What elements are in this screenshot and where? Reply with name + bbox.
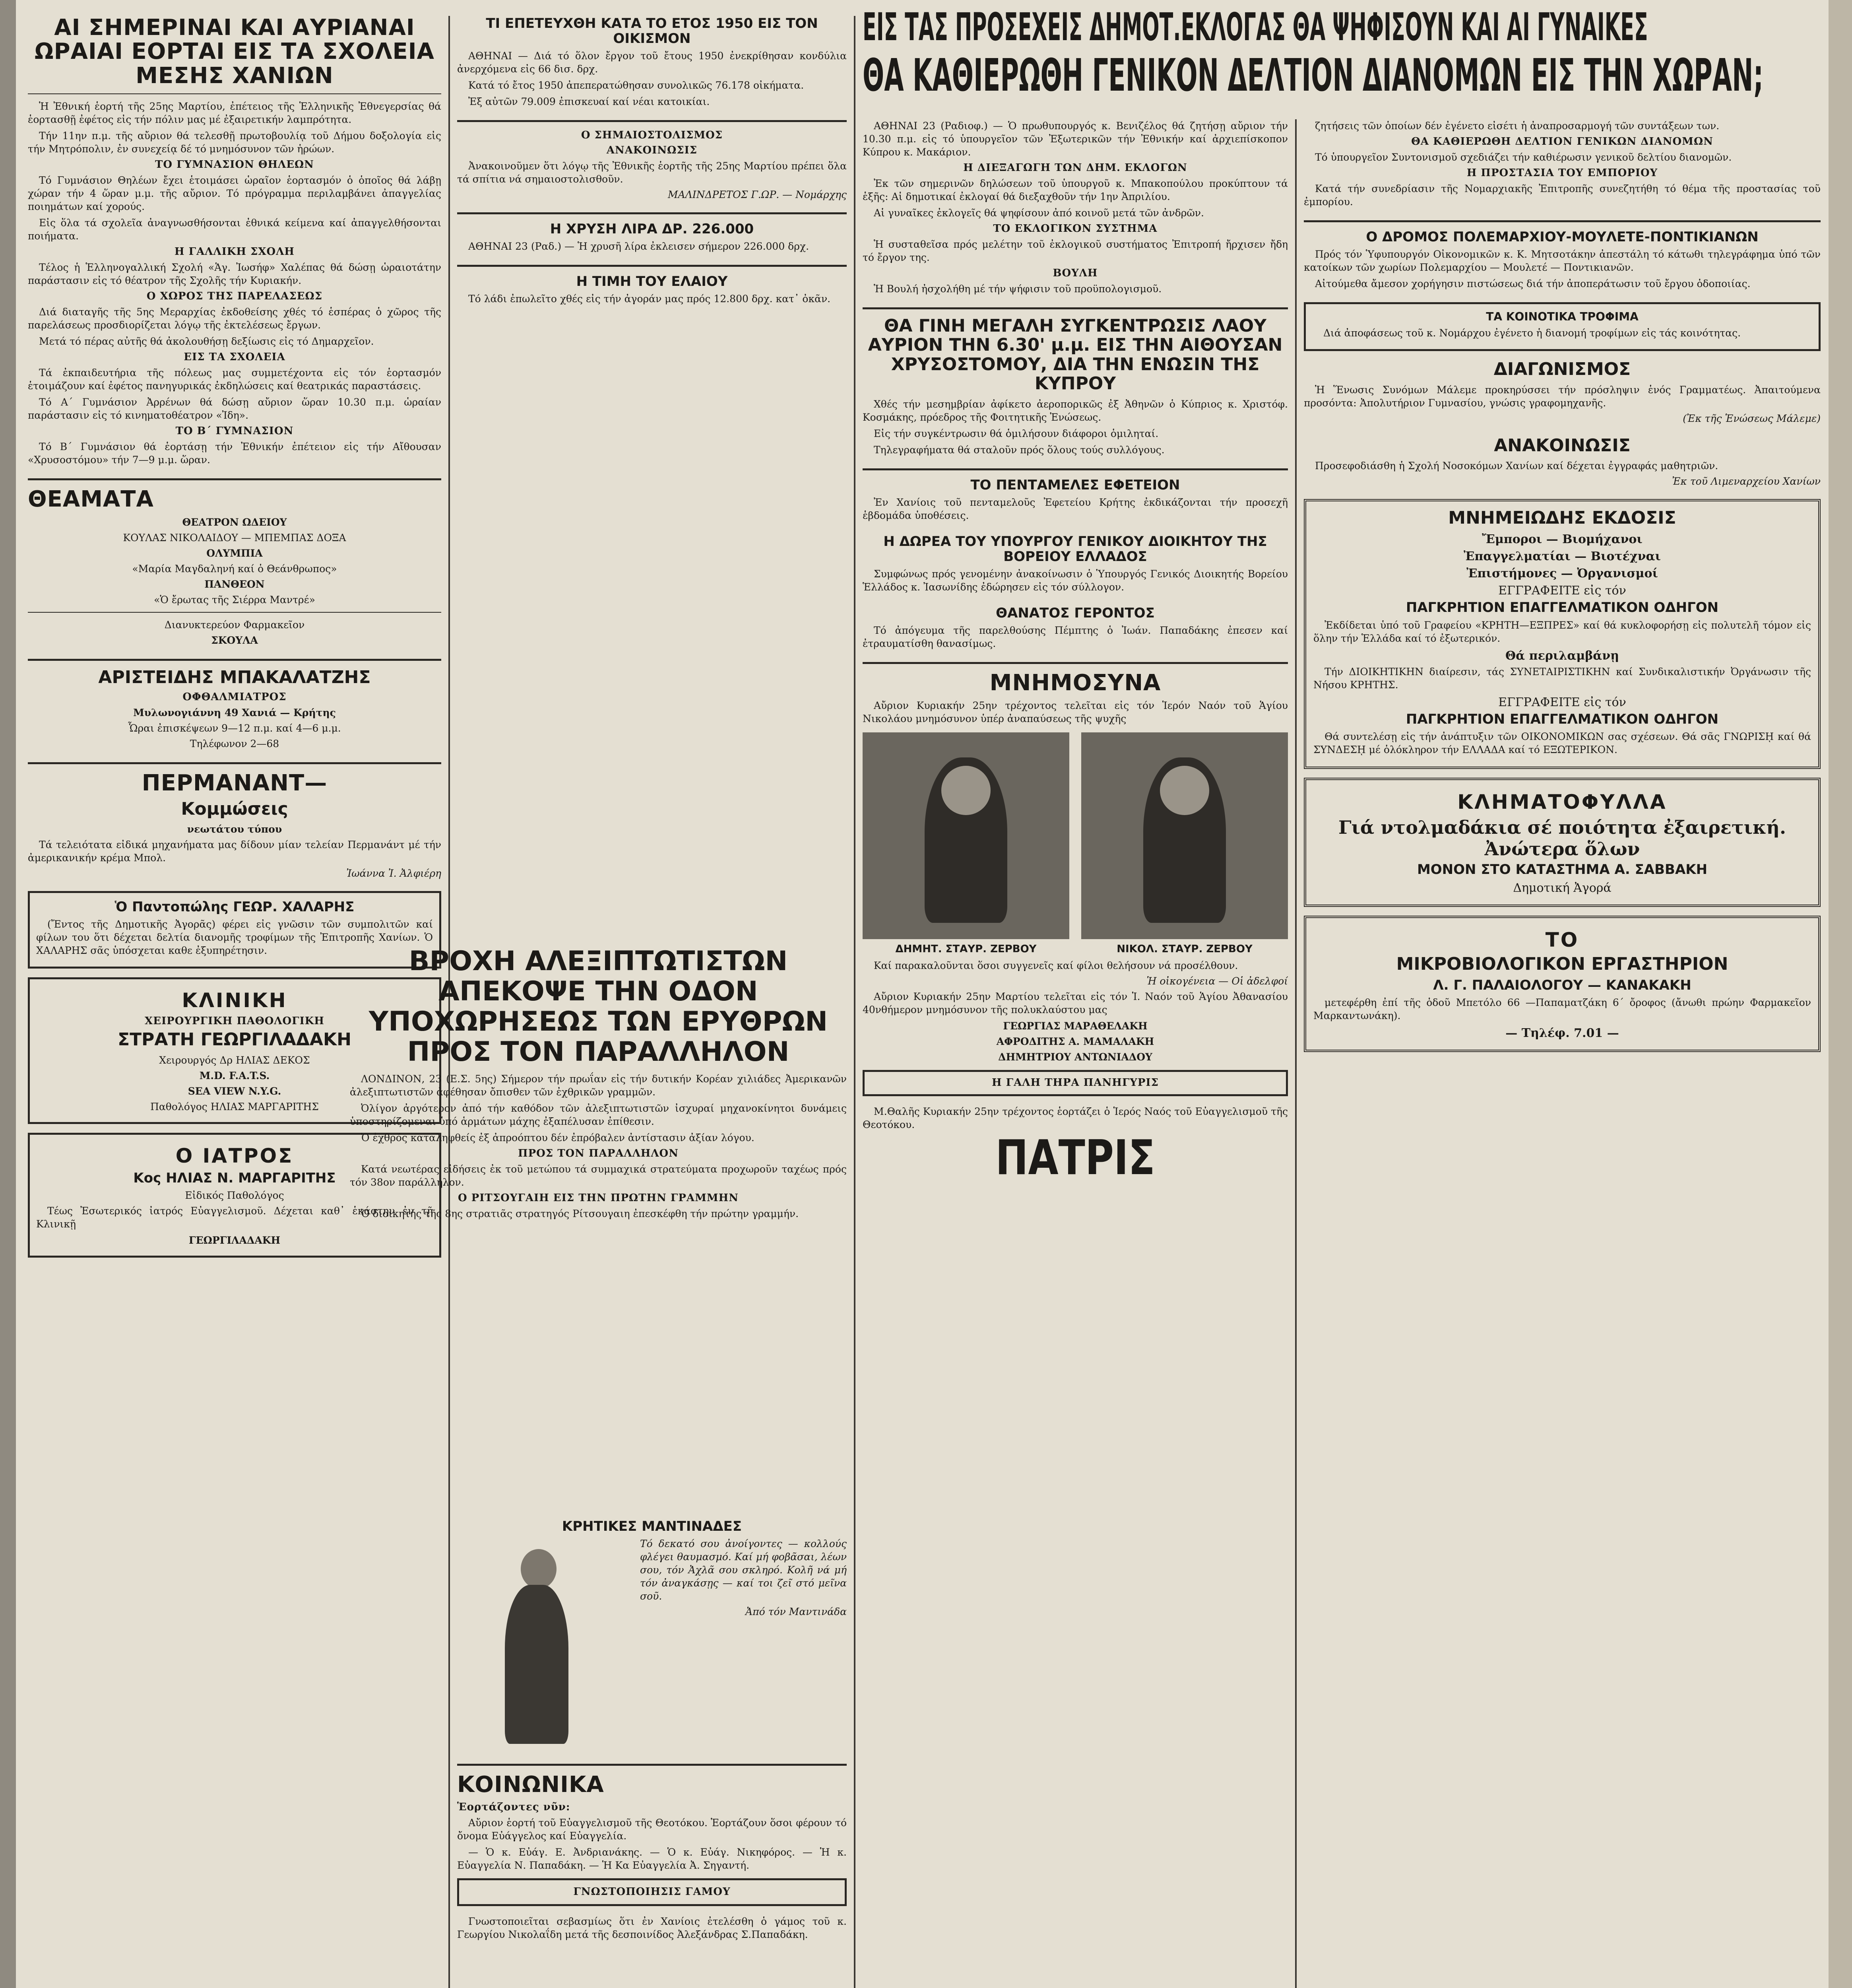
- paragraph: Τά ἐκπαιδευτήρια τῆς πόλεως μας συμμετέχοντα εἰς τόν ἑορτασμόν ἑτοιμάζουν καί ἐφέτος πανηγυρικάς ἐκδηλώσεις καί θεατρικάς παραστάσεις.: [28, 367, 441, 392]
- column-4: [1304, 119, 1821, 1988]
- paragraph: Πρός τόν Ὑφυπουργόν Οἰκονομικῶν κ. Κ. Μητσοτάκην ἀπεστάλη τό κάτωθι τηλεγράφημα ὑπό τῶν κατοίκων τῶν χωρίων Πολεμαρχίου — Μουλετέ — Ποντικιανῶν.: [1304, 248, 1821, 274]
- donation-article: [863, 534, 1288, 594]
- signature: Ἐκ τοῦ Λιμεναρχείου Χανίων: [1672, 476, 1821, 487]
- paragraph: ΑΘΗΝΑΙ 23 (Ραδιοφ.) — Ὁ πρωθυπουργός κ. Βενιζέλος θά ζητήσῃ αὔριον τήν 10.30 π.μ. εἰς τό ὑπουργεῖον τῶν Ἐξωτερικῶν τήν Ἐθνικήν καί ἀρχιεπίσκοπον Κύπρου κ. Μακάριον.: [863, 120, 1288, 158]
- article-headline: Η ΤΙΜΗ ΤΟΥ ΕΛΑΙΟΥ: [576, 274, 728, 290]
- listing: ΚΟΥΛΑΣ ΝΙΚΟΛΑΙΔΟΥ — ΜΠΕΜΠΑΣ ΔΟΞΑ: [123, 532, 346, 544]
- paragraph: Τηλεγραφήματα θά σταλοῦν πρός ὅλους τούς συλλόγους.: [874, 444, 1165, 456]
- article-headline: Ο ΔΡΟΜΟΣ ΠΟΛΕΜΑΡΧΙΟΥ-ΜΟΥΛΕΤΕ-ΠΟΝΤΙΚΙΑΝΩΝ: [1366, 229, 1759, 245]
- ad-line: ΟΦΘΑΛΜΙΑΤΡΟΣ: [182, 691, 287, 703]
- paragraph: Ἡ Βουλή ἠσχολήθη μέ τήν ψήφισιν τοῦ προϋπολογισμοῦ.: [874, 283, 1162, 295]
- contest-notice: [1304, 360, 1821, 424]
- listing: ΘΕΑΤΡΟΝ ΩΔΕΙΟΥ: [182, 516, 287, 528]
- ad-line: ΕΓΓΡΑΦΕΙΤΕ εἰς τόν: [1498, 695, 1626, 709]
- paragraph: Διά ἀποφάσεως τοῦ κ. Νομάρχου ἐγένετο ἡ διανομή τροφίμων εἰς τάς κοινότητας.: [1323, 327, 1741, 339]
- paragraph: Αὔριον Κυριακήν 25ην τρέχοντος τελεῖται εἰς τόν Ἱερόν Ναόν τοῦ Ἁγίου Νικολάου μνημόσυνον ὑπέρ ἀναπαύσεως τῆς ψυχῆς: [863, 700, 1288, 725]
- ad-line: Ἐπιστήμονες — Ὀργανισμοί: [1466, 567, 1658, 581]
- paragraph: ΛΟΝΔΙΝΟΝ, 23 (Ε.Σ. 5ης) Σήμερον τήν πρωΐαν εἰς τήν δυτικήν Κορέαν χιλιάδες Ἀμερικανῶν ἀλεξιπτωτιστῶν ἀφέθησαν ὄπισθεν τῶν ἐχθρικῶν γραμμῶν.: [350, 1073, 847, 1098]
- section-title: ΘΕΑΜΑΤΑ: [28, 486, 154, 513]
- paragraph: Κατά νεωτέρας εἰδήσεις ἐκ τοῦ μετώπου τά συμμαχικά στρατεύματα προχωροῦν ταχέως πρός τόν 38ον παράλληλον.: [350, 1163, 847, 1188]
- ad-signature: Ἰωάννα Ἰ. Ἀλφιέρη: [346, 868, 441, 879]
- article-headline: Η ΧΡΥΣΗ ΛΙΡΑ ΔΡ. 226.000: [550, 221, 754, 237]
- cretan-man-drawing: [457, 1537, 632, 1752]
- paragraph: Προσεφοδιάσθη ἡ Σχολή Νοσοκόμων Χανίων καί δέχεται ἐγγραφάς μαθητριῶν.: [1315, 460, 1718, 472]
- paragraph: Ὁ διοικητής τῆς 8ης στρατιᾶς στρατηγός Ρίτσουγαιη ἐπεσκέφθη τήν πρώτην γραμμήν.: [361, 1208, 799, 1219]
- paragraph: ΑΘΗΝΑΙ 23 (Ραδ.) — Ἡ χρυσῆ λίρα ἐκλεισεν σήμερον 226.000 δρχ.: [468, 241, 809, 252]
- subheading: ΕΙΣ ΤΑ ΣΧΟΛΕΙΑ: [184, 351, 285, 363]
- ad-title: ΚΛΗΜΑΤΟΦΥΛΛΑ: [1457, 790, 1667, 813]
- school-celebrations-article: [28, 16, 441, 466]
- subheading: ΑΝΑΚΟΙΝΩΣΙΣ: [606, 144, 698, 157]
- column-rule: [1295, 119, 1297, 1988]
- paragraph: Τό ἀπόγευμα τῆς παρελθούσης Πέμπτης ὁ Ἰωάν. Παπαδάκης ἐπεσεν καί ἐτραυματίσθη θανασίμως.: [863, 624, 1288, 649]
- ad-title: ΠΕΡΜΑΝΑΝΤ—: [142, 770, 328, 796]
- paragraph: Τό Α΄ Γυμνάσιον Ἀρρένων θά δώσῃ αὔριον ὥραν 10.30 π.μ. ὡραίαν παράστασιν εἰς τό κινηματοθέατρον «Ἰδη».: [28, 396, 441, 421]
- ad-line: ΓΕΩΡΓΙΛΑΔΑΚΗ: [188, 1234, 281, 1246]
- subheading: Ο ΣΗΜΑΙΟΣΤΟΛΙΣΜΟΣ: [581, 129, 723, 142]
- subheading: ΘΑ ΚΑΘΙΕΡΩΘΗ ΔΕΛΤΙΟΝ ΓΕΝΙΚΩΝ ΔΙΑΝΟΜΩΝ: [1411, 136, 1713, 148]
- ad-line: Μυλωνογιάννη 49 Χανιά — Κρήτης: [133, 707, 336, 719]
- ad-title: ΤΟ: [1545, 928, 1579, 951]
- mantinades: [457, 1519, 847, 1752]
- guide-name: ΠΑΓΚΡΗΤΙΟΝ ΕΠΑΓΓΕΛΜΑΤΙΚΟΝ ΟΔΗΓΟΝ: [1406, 711, 1719, 727]
- ad-line: νεωτάτου τύπου: [187, 823, 282, 835]
- paragraph: Ἐξ αὐτῶν 79.009 ἐπισκευαί καί νέαι κατοικίαι.: [468, 96, 710, 108]
- social-news: [457, 1773, 847, 1941]
- paragraph: Τό λάδι ἐπωλεῖτο χθές εἰς τήν ἀγοράν μας πρός 12.800 δρχ. κατ᾽ ὀκᾶν.: [468, 293, 831, 305]
- paragraph: Εἰς τήν συγκέντρωσιν θά ὁμιλήσουν διάφοροι ὁμιληταί.: [874, 427, 1159, 439]
- ad-line: ΜΙΚΡΟΒΙΟΛΟΓΙΚΟΝ ΕΡΓΑΣΤΗΡΙΟΝ: [1396, 953, 1728, 974]
- ad-line: Χειρουργός Δρ ΗΛΙΑΣ ΔΕΚΟΣ: [159, 1054, 310, 1066]
- verse: Τό δεκατό σου ἀνοίγοντες — κολλούς φλέγει θαυμασμό. Καί μή φοβᾶσαι, λέων σου, τόν Ἀχλᾶ σου σκληρό. Κολῆ νά μή τόν ἀναγκάσῃς — καί τοι ζεῖ στό μεῖνα σοῦ.: [640, 1538, 847, 1602]
- doctor-ad: [28, 668, 441, 750]
- listing: «Μαρία Μαγδαληνή καί ὁ Θεάνθρωπος»: [132, 563, 337, 575]
- patris-logo: ΠΑΤΡΙΣ: [995, 1130, 1155, 1186]
- women-vote-article: [863, 119, 1288, 295]
- paragraph: Ἐν Χανίοις τοῦ πενταμελοῦς Ἐφετείου Κρήτης ἐκδικάζονται τήν προσεχῆ ἑβδομάδα ὑποθέσεις.: [863, 496, 1288, 521]
- flags-notice: [457, 129, 847, 200]
- ad-line: ΕΓΓΡΑΦΕΙΤΕ εἰς τόν: [1498, 584, 1626, 598]
- ad-line: Εἰδικός Παθολόγος: [185, 1189, 284, 1201]
- ad-line: ΣΤΡΑΤΗ ΓΕΩΡΓΙΛΑΔΑΚΗ: [118, 1029, 351, 1050]
- article-headline: Η ΔΩΡΕΑ ΤΟΥ ΥΠΟΥΡΓΟΥ ΓΕΝΙΚΟΥ ΔΙΟΙΚΗΤΟΥ ΤΗΣ ΒΟΡΕΙΟΥ ΕΛΛΑΔΟΣ: [883, 533, 1267, 565]
- article-headline: ΔΙΑΓΩΝΙΣΜΟΣ: [1493, 359, 1631, 380]
- subheading: ΒΟΥΛΗ: [1053, 267, 1098, 279]
- article-headline: ΘΑΝΑΤΟΣ ΓΕΡΟΝΤΟΣ: [996, 605, 1155, 621]
- paragraph: Τό Β΄ Γυμνάσιον θά ἑορτάσῃ τήν Ἐθνικήν ἐπέτειον εἰς τήν Αἴθουσαν «Χρυσοστόμου» τήν 7—9 μ.μ. ὥραν.: [28, 441, 441, 466]
- lab-ad: [1304, 916, 1821, 1052]
- newspaper-page: [16, 0, 1829, 1988]
- column-rule: [854, 16, 855, 1988]
- listing: ΠΑΝΘΕΟΝ: [204, 578, 265, 590]
- oil-price: [457, 274, 847, 305]
- subheading: ΓΝΩΣΤΟΠΟΙΗΣΙΣ ΓΑΜΟΥ: [573, 1885, 731, 1898]
- paragraph: Αὔριον ἑορτή τοῦ Εὐαγγελισμοῦ τῆς Θεοτόκου. Ἑορτάζουν ὅσοι φέρουν τό ὄνομα Εὐάγγελος καί Εὐαγγελία.: [457, 1817, 847, 1842]
- signature: Ἀπό τόν Μαντινάδα: [745, 1606, 847, 1618]
- ad-line: — Τηλέφ. 7.01 —: [1505, 1026, 1619, 1041]
- ad-text: Ἐκδίδεται ὑπό τοῦ Γραφείου «ΚΡΗΤΗ—ΕΞΠΡΕΣ» καί θά κυκλοφορήσῃ εἰς πολυτελῆ τόμον εἰς ὅλην τήν Ἑλλάδα καί τό ἐξωτερικόν.: [1313, 619, 1811, 644]
- subheading: ΠΡΟΣ ΤΟΝ ΠΑΡΑΛΛΗΛΟΝ: [518, 1147, 679, 1159]
- ad-line: Ὧραι ἐπισκέψεων 9—12 π.μ. καί 4—6 μ.μ.: [128, 722, 341, 734]
- paragraph: Γνωστοποιεῖται σεβασμίως ὅτι ἐν Χανίοις ἐτελέσθη ὁ γάμος τοῦ κ. Γεωργίου Νικολαΐδη μετά τῆς δεσποινίδος Ἀλεξάνδρας Σ.Παπαδάκη.: [457, 1915, 847, 1940]
- ad-title: ΑΡΙΣΤΕΙΔΗΣ ΜΠΑΚΑΛΑΤΖΗΣ: [98, 667, 371, 687]
- banner-line-1: ΕΙΣ ΤΑΣ ΠΡΟΣΕΧΕΙΣ ΔΗΜΟΤ.ΕΚΛΟΓΑΣ ΘΑ ΨΗΦΙΣΟΥΝ ΚΑΙ ΑΙ ΓΥΝΑΙΚΕΣ: [863, 8, 1648, 49]
- ad-line: Ἔμποροι — Βιομήχανοι: [1482, 532, 1643, 547]
- food-notice: [1304, 302, 1821, 351]
- subheading: Η ΓΑΛΗ ΤΗΡΑ ΠΑΝΗΓΥΡΙΣ: [992, 1077, 1159, 1089]
- article-headline: ΤΙ ΕΠΕΤΕΥΧΘΗ ΚΑΤΑ ΤΟ ΕΤΟΣ 1950 ΕΙΣ ΤΟΝ ΟΙΚΙΣΜΟΝ: [486, 16, 818, 47]
- subheading: ΤΟ ΕΚΛΟΓΙΚΟΝ ΣΥΣΤΗΜΑ: [993, 223, 1158, 235]
- perm-ad: [28, 771, 441, 879]
- paragraph: Εἰς ὅλα τά σχολεῖα ἀναγνωσθήσονται ἐθνικά κείμενα καί ἀπαγγελθήσονται ποιήματα.: [28, 217, 441, 242]
- article-headline: ΘΑ ΓΙΝΗ ΜΕΓΑΛΗ ΣΥΓΚΕΝΤΡΩΣΙΣ ΛΑΟΥ ΑΥΡΙΟΝ ΤΗΝ 6.30' μ.μ. ΕΙΣ ΤΗΝ ΑΙΘΟΥΣΑΝ ΧΡΥΣΟΣΤΟΜΟΥ, ΔΙΑ ΤΗΝ ΕΝΩΣΙΝ ΤΗΣ ΚΥΠΡΟΥ: [868, 316, 1283, 394]
- signature: ΜΑΛΙΝΔΡΕΤΟΣ Γ.ΩΡ. — Νομάρχης: [668, 189, 847, 201]
- subheading: ΤΟ Β΄ ΓΥΜΝΑΣΙΟΝ: [175, 425, 294, 437]
- photo-caption: ΔΗΜΗΤ. ΣΤΑΥΡ. ΖΕΡΒΟΥ: [895, 943, 1037, 955]
- festival-box: [863, 1070, 1288, 1096]
- ad-text: (Ἔντος τῆς Δημοτικῆς Ἀγορᾶς) φέρει εἰς γνῶσιν τῶν συμπολιτῶν καί φίλων του ὅτι δέχεται δελτία διανομῆς τροφίμων τῆς Ἐπιτροπῆς Χανίων. Ὁ ΧΑΛΑΡΗΣ σᾶς ὑπόσχεται καθε ἐξυπηρέτησιν.: [36, 918, 433, 957]
- paragraph: Αἱ γυναῖκες ἐκλογεῖς θά ψηφίσουν ἀπό κοινοῦ μετά τῶν ἀνδρῶν.: [874, 207, 1204, 219]
- article-headline: ΒΡΟΧΗ ΑΛΕΞΙΠΤΩΤΙΣΤΩΝ ΑΠΕΚΟΨΕ ΤΗΝ ΟΔΟΝ ΥΠΟΧΩΡΗΣΕΩΣ ΤΩΝ ΕΡΥΘΡΩΝ ΠΡΟΣ ΤΟΝ ΠΑΡΑΛΛΗΛΟΝ: [368, 946, 828, 1068]
- article-headline: ΑΝΑΚΟΙΝΩΣΙΣ: [1494, 435, 1631, 456]
- ad-line: Κος ΗΛΙΑΣ Ν. ΜΑΡΓΑΡΙΤΗΣ: [133, 1170, 336, 1186]
- ad-sub: Κομμώσεις: [181, 798, 288, 819]
- paragraph: Ὀλίγον ἀργότερον ἀπό τήν καθόδον τῶν ἀλεξιπτωτιστῶν ἰσχυραί μηχανοκίνητοι δυνάμεις ὑποστηρίζομεναι ὑπό ἁρμάτων μάχης ἐξαπέλυσαν ἐπίθεσιν.: [350, 1102, 847, 1127]
- paragraph: Κατά τό ἔτος 1950 ἀπεπερατώθησαν συνολικῶς 76.178 οἰκήματα.: [468, 80, 804, 91]
- ad-line: ΧΕΙΡΟΥΡΓΙΚΗ ΠΑΘΟΛΟΓΙΚΗ: [145, 1015, 324, 1027]
- subheading: Η ΠΡΟΣΤΑΣΙΑ ΤΟΥ ΕΜΠΟΡΙΟΥ: [1466, 167, 1658, 179]
- paragraph: Τήν 11ην π.μ. τῆς αὔριον θά τελεσθῇ πρωτοβουλίᾳ τοῦ Δήμου δοξολογία εἰς τήν Μητρόπολιν, ἐν συνεχείᾳ δέ τό μνημόσυνον τῶν ἡρώων.: [28, 130, 441, 155]
- road-article: [1304, 229, 1821, 290]
- paragraph: Τό ὑπουργεῖον Συντονισμοῦ σχεδιάζει τήν καθιέρωσιν γενικοῦ δελτίου διανομῶν.: [1315, 151, 1732, 163]
- guide-ad: [1304, 499, 1821, 769]
- memorials-section: [863, 670, 1288, 1186]
- pharmacy-name: ΣΚΟΥΛΑ: [211, 634, 258, 646]
- ad-text: Τέως Ἐσωτερικός ἰατρός Εὐαγγελισμοῦ. Δέχεται καθ᾽ ἑκάστην ἐν τῇ Κλινικῇ: [36, 1205, 433, 1230]
- section-title: ΜΝΗΜΟΣΥΝΑ: [989, 670, 1161, 696]
- memorial-name: ΑΦΡΟΔΙΤΗΣ Α. ΜΑΜΑΛΑΚΗ: [996, 1036, 1154, 1048]
- ad-line: M.D. F.A.T.S.: [199, 1070, 270, 1081]
- article-headline: ΤΟ ΠΕΝΤΑΜΕΛΕΣ ΕΦΕΤΕΙΟΝ: [970, 477, 1180, 493]
- paragraph: Τό Γυμνάσιον Θηλέων ἔχει ἑτοιμάσει ὡραῖον ἑορτασμόν ὁ ὁποῖος θά λάβῃ χώραν τήν 4 ὥραν μ.μ. τῆς αὔριον. Τό πρόγραμμα περιλαμβάνει ἀπαγγελίας ποιημάτων καί χορούς.: [28, 175, 441, 213]
- banner-line-2: ΘΑ ΚΑΘΙΕΡΩΘΗ ΓΕΝΙΚΟΝ ΔΕΛΤΙΟΝ ΔΙΑΝΟΜΩΝ ΕΙΣ ΤΗΝ ΧΩΡΑΝ;: [863, 50, 1764, 101]
- bulletin-article: [1304, 119, 1821, 208]
- signature: (Ἐκ τῆς Ἑνώσεως Μάλεμε): [1683, 412, 1821, 424]
- paragraph: Συμφώνως πρός γενομένην ἀνακοίνωσιν ὁ Ὑπουργός Γενικός Διοικητής Βορείου Ἑλλάδος κ. Ἰασωνίδης ἐδώρησεν εἰς τόν σύλλογον.: [863, 568, 1288, 593]
- paragraph: Χθές τήν μεσημβρίαν ἀφίκετο ἀεροπορικῶς ἐξ Ἀθηνῶν ὁ Κύπριος κ. Χριστόφ. Κοσμάκης, πρόεδρος τῆς Φοιτητικῆς Ἑνώσεως.: [863, 398, 1288, 423]
- ad-title: Ο ΙΑΤΡΟΣ: [175, 1144, 294, 1167]
- ad-line: Παθολόγος ΗΛΙΑΣ ΜΑΡΓΑΡΙΤΗΣ: [150, 1101, 319, 1112]
- paragraph: — Ὁ κ. Εὐάγ. Ε. Ἀνδριανάκης. — Ὁ κ. Εὐάγ. Νικηφόρος. — Ἡ κ. Εὐαγγελία Ν. Παπαδάκη. — Ἡ Κα Εὐαγγελία Ἀ. Σηγαντή.: [457, 1846, 847, 1871]
- portrait-photo: [1081, 732, 1288, 939]
- paragraph: Κατά τήν συνεδρίασιν τῆς Νομαρχιακῆς Ἐπιτροπῆς συνεζητήθη τό θέμα τῆς προστασίας τοῦ ἐμπορίου.: [1304, 183, 1821, 208]
- paragraph: Μετά τό πέρας αὐτῆς θά ἀκολουθήσῃ δεξίωσις εἰς τό Δημαρχεῖον.: [39, 336, 374, 348]
- court-article: [863, 478, 1288, 522]
- article-headline: ΑΙ ΣΗΜΕΡΙΝΑΙ ΚΑΙ ΑΥΡΙΑΝΑΙ ΩΡΑΙΑΙ ΕΟΡΤΑΙ ΕΙΣ ΤΑ ΣΧΟΛΕΙΑ ΜΕΣΗΣ ΧΑΝΙΩΝ: [35, 16, 434, 89]
- section-title: ΚΟΙΝΩΝΙΚΑ: [457, 1772, 604, 1798]
- ad-text: Τά τελειότατα εἰδικά μηχανήματα μας δίδουν μίαν τελείαν Περμανάντ μέ τήν ἀμερικανικήν κρέμα Μπολ.: [28, 839, 441, 864]
- ad-line: Λ. Γ. ΠΑΛΑΙΟΛΟΓΟΥ — ΚΑΝΑΚΑΚΗ: [1433, 977, 1691, 994]
- ad-title: ΚΛΙΝΙΚΗ: [182, 989, 287, 1012]
- memorial-name: ΓΕΩΡΓΙΑΣ ΜΑΡΑΘΕΛΑΚΗ: [1003, 1020, 1148, 1032]
- pharmacy-label: Διανυκτερεύον Φαρμακεῖον: [164, 619, 305, 631]
- subheading: Η ΔΙΕΞΑΓΩΓΗ ΤΩΝ ΔΗΜ. ΕΚΛΟΓΩΝ: [963, 162, 1187, 174]
- ad-line: SEA VIEW N.Y.G.: [188, 1085, 281, 1097]
- ad-line: Ἐπαγγελματίαι — Βιοτέχναι: [1463, 549, 1661, 564]
- paragraph: Αὔριον Κυριακήν 25ην Μαρτίου τελεῖται εἰς τόν Ἱ. Ναόν τοῦ Ἁγίου Ἀθανασίου 40νθήμερον μνημόσυνον τῆς πολυκλαύστου μας: [863, 991, 1288, 1016]
- paragraph: Διά διαταγῆς τῆς 5ης Μεραρχίας ἐκδοθείσης χθές τό ἑσπέρας ὁ χῶρος τῆς παρελάσεως προσδιορίζεται λόγῳ τῆς ἐκτελέσεως ἔργων.: [28, 306, 441, 331]
- ad-text: μετεφέρθη ἐπί τῆς ὁδοῦ Μπετόλο 66 —Παπαματζάκη 6΄ ὄροφος (ἄνωθι πρώην Φαρμακεῖον Μαρκαντωνάκη).: [1313, 997, 1811, 1022]
- page-edge: [1829, 0, 1852, 1988]
- paragraph: Ἡ Ἕνωσις Συνόμων Μάλεμε προκηρύσσει τήν πρόσληψιν ἑνός Γραμματέως. Ἀπαιτούμενα προσόντα: Ἀπολυτήριον Γυμνασίου, γνώσις γραφομηχανῆς.: [1304, 384, 1821, 409]
- col2-lower: [457, 1519, 847, 1988]
- paragraph: Καί παρακαλοῦνται ὅσοι συγγενεῖς καί φίλοι θελήσουν νά προσέλθουν.: [874, 960, 1238, 972]
- announcement: [1304, 436, 1821, 487]
- paragraph: Ἐκ τῶν σημερινῶν δηλώσεων τοῦ ὑπουργοῦ κ. Μπακοπούλου προκύπτουν τά ἑξῆς: Αἱ δημοτικαί ἐκλογαί θά διεξαχθοῦν τήν 1ην Ἀπριλίου.: [863, 178, 1288, 202]
- article-headline: ΚΡΗΤΙΚΕΣ ΜΑΝΤΙΝΑΔΕΣ: [562, 1519, 742, 1534]
- ad-line: Δημοτική Ἀγορά: [1513, 881, 1612, 895]
- page-binding: [0, 0, 16, 1988]
- paragraph: Τέλος ἡ Ἑλληνογαλλική Σχολή «Ἁγ. Ἰωσήφ» Χαλέπας θά δώσῃ ὡραιοτάτην παράστασιν εἰς τό θέατρον τῆς Σχολῆς τήν Κυριακήν.: [28, 262, 441, 287]
- listing: «Ὁ ἔρωτας τῆς Σιέρρα Μαντρέ»: [154, 594, 315, 606]
- listing: ΟΛΥΜΠΙΑ: [206, 547, 263, 559]
- paragraph: Μ.Θαλῆς Κυριακήν 25ην τρέχοντος ἑορτάζει ὁ Ἱερός Ναός τοῦ Εὐαγγελισμοῦ τῆς Θεοτόκου.: [863, 1106, 1288, 1131]
- theatre-listings: [28, 487, 441, 646]
- memorial-name: ΔΗΜΗΤΡΙΟΥ ΑΝΤΩΝΙΑΔΟΥ: [998, 1051, 1152, 1063]
- subheading: Η ΓΑΛΛΙΚΗ ΣΧΟΛΗ: [175, 246, 295, 258]
- paragraph: Ἀνακοινοῦμεν ὅτι λόγῳ τῆς Ἐθνικῆς ἑορτῆς τῆς 25ης Μαρτίου πρέπει ὅλα τά σπίτια νά σημαιοστολισθοῦν.: [457, 160, 847, 185]
- ad-title: Ὁ Παντοπώλης ΓΕΩΡ. ΧΑΛΑΡΗΣ: [114, 899, 355, 915]
- korea-article: [350, 946, 847, 1503]
- ad-line: Γιά ντολμαδάκια σέ ποιότητα ἐξαιρετική. Ἀνώτερα ὅλων: [1338, 816, 1786, 860]
- column-3: [863, 119, 1288, 1988]
- cyprus-meeting-article: [863, 316, 1288, 456]
- paragraph: Αἰτούμεθα ἄμεσον χορήγησιν πιστώσεως διά τήν ἀποπεράτωσιν τοῦ ἔργου ὁδοποιίας.: [1315, 278, 1751, 290]
- wedding-box: [457, 1878, 847, 1906]
- subheading: Ο ΡΙΤΣΟΥΓΑΙΗ ΕΙΣ ΤΗΝ ΠΡΩΤΗΝ ΓΡΑΜΜΗΝ: [458, 1192, 739, 1204]
- ad-line: ΜΟΝΟΝ ΣΤΟ ΚΑΤΑΣΤΗΜΑ Α. ΣΑΒΒΑΚΗ: [1417, 861, 1708, 878]
- article-headline: ΤΑ ΚΟΙΝΟΤΙΚΑ ΤΡΟΦΙΜΑ: [1486, 310, 1639, 324]
- gold-price: [457, 221, 847, 253]
- subheading: ΤΟ ΓΥΜΝΑΣΙΟΝ ΘΗΛΕΩΝ: [155, 159, 314, 171]
- banner-headline: [863, 8, 1817, 111]
- ad-text: Θά συντελέσῃ εἰς τήν ἀνάπτυξιν τῶν ΟΙΚΟΝΟΜΙΚΩΝ σας σχέσεων. Θά σᾶς ΓΝΩΡΙΣῌ καί θά ΣΥΝΔΕΣῌ μέ ὁλόκληρον τήν ΕΛΛΑΔΑ καί τό ΕΞΩΤΕΡΙΚΟΝ.: [1313, 730, 1811, 755]
- housing-article: [457, 16, 847, 108]
- ad-title: ΜΝΗΜΕΙΩΔΗΣ ΕΚΔΟΣΙΣ: [1448, 508, 1676, 528]
- ad-text: Τήν ΔΙΟΙΚΗΤΙΚΗΝ διαίρεσιν, τάς ΣΥΝΕΤΑΙΡΙΣΤΙΚΗΝ καί Συνδικαλιστικήν Ὀργάνωσιν τῆς Νήσου ΚΡΗΤΗΣ.: [1313, 666, 1811, 691]
- paragraph: Ὁ ἐχθρός καταληφθείς ἐξ ἀπροόπτου δέν ἐπρόβαλεν ἀντίστασιν ἀξίαν λόγου.: [361, 1132, 754, 1143]
- subheading: Ο ΧΩΡΟΣ ΤΗΣ ΠΑΡΕΛΑΣΕΩΣ: [146, 290, 323, 303]
- ad-line: Θά περιλαμβάνῃ: [1505, 648, 1619, 663]
- vine-leaves-ad: [1304, 778, 1821, 907]
- portrait-photo: [863, 732, 1069, 939]
- subheading: Ἑορτάζοντες νῦν:: [457, 1801, 570, 1813]
- signature: Ἡ οἰκογένεια — Οἱ ἀδελφοί: [1146, 975, 1288, 987]
- paragraph: Ἡ Ἐθνική ἑορτή τῆς 25ης Μαρτίου, ἐπέτειος τῆς Ἑλληνικῆς Ἐθνεγερσίας θά ἑορτασθῇ ἐφέτος εἰς τήν πόλιν μας μέ ἐξαιρετικήν λαμπρότητα.: [28, 101, 441, 126]
- photo-caption: ΝΙΚΟΛ. ΣΤΑΥΡ. ΖΕΡΒΟΥ: [1117, 943, 1253, 955]
- death-article: [863, 606, 1288, 650]
- paragraph: ζητήσεις τῶν ὁποίων δέν ἐγένετο εἰσέτι ἡ ἀναπροσαρμογή τῶν συντάξεων των.: [1315, 120, 1720, 132]
- paragraph: Ἡ συσταθεῖσα πρός μελέτην τοῦ ἐκλογικοῦ συστήματος Ἐπιτροπή ἤρχισεν ἤδη τό ἔργον της.: [863, 239, 1288, 263]
- paragraph: ΑΘΗΝΑΙ — Διά τό ὅλον ἔργον τοῦ ἔτους 1950 ἐνεκρίθησαν κονδύλια ἀνερχόμενα εἰς 66 δισ. δρχ.: [457, 50, 847, 75]
- ad-line: Τηλέφωνον 2—68: [190, 738, 279, 750]
- guide-name: ΠΑΓΚΡΗΤΙΟΝ ΕΠΑΓΓΕΛΜΑΤΙΚΟΝ ΟΔΗΓΟΝ: [1406, 600, 1719, 616]
